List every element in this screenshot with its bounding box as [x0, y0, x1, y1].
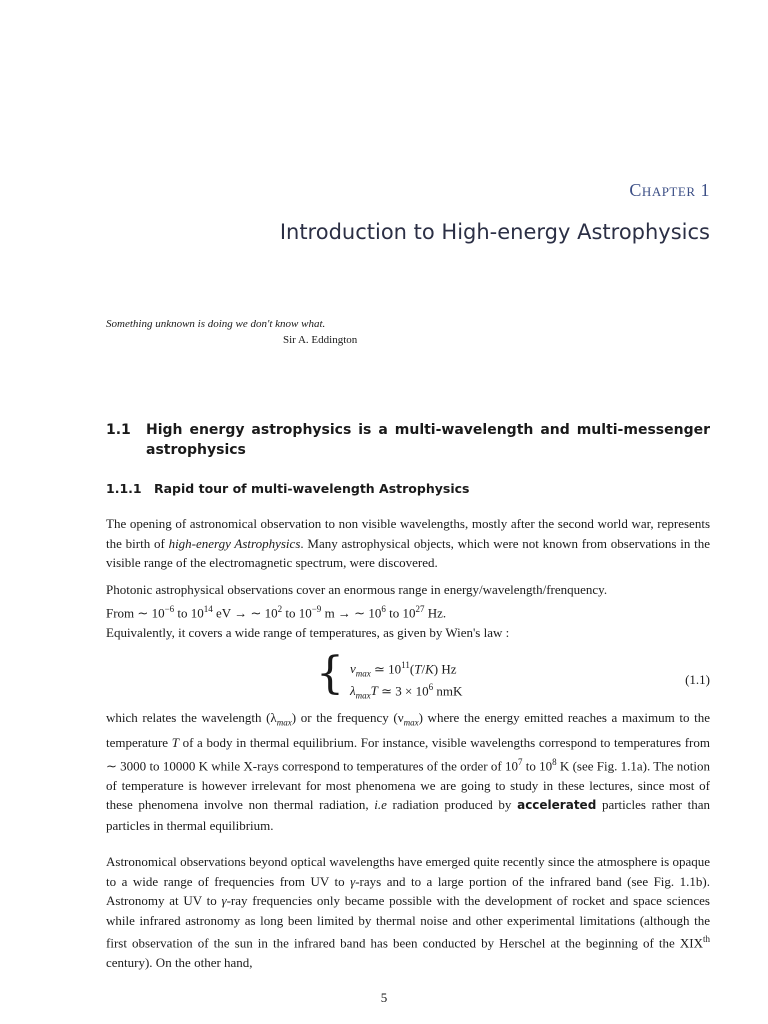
subsection-number: 1.1.1	[106, 481, 142, 496]
equation-line-2: $\lambda_{max}T$ ≃ $3 \times 10^6$ nmK	[350, 682, 463, 701]
emphasis: high-energy Astrophysics	[168, 535, 301, 551]
subsection-heading	[106, 481, 469, 496]
epigraph-author: Sir A. Eddington	[283, 334, 358, 346]
paragraph-3: which relates the wavelength $(\lambda_{max})$ or the frequency $(\nu_{max})$ where the energy emitted reaches a maximum to the temperature T of a body in thermal equilibrium. For instance, visible wavelengths correspond to temperatures from ∼ 3000 to 10000 K while X-rays correspond to temperatures of the order of $10^7$ to $10^8$ K (see Fig. 1.1a). The notion of temperature is however irrelevant for most phenomena we are going to study in these lectures, since most of these phenomena involve non thermal radiation, i.e radiation produced by accelerated particles rather than particles in thermal equilibrium.	[106, 710, 710, 833]
page-number: 5	[380, 990, 388, 1005]
section-number: 1.1	[106, 422, 131, 438]
epigraph-quote: Something unknown is doing we don't know what.	[106, 318, 326, 330]
equation-line-1: $\nu_{max}$ ≃ $10^{11}(T/K)$ Hz	[350, 660, 457, 679]
wien-law-equation: { $\nu_{max}$ ≃ $10^{11}(T/K)$ Hz $\lambda_{max}T$ ≃ $3 \times 10^6$ nmK (1.1)	[316, 648, 710, 701]
paragraph-1: The opening of astronomical observation to non visible wavelengths, mostly after the second world war, represents the birth of high-energy Astrophysics. Many astrophysical objects, which were not known from observations in the visible range of the electromagnetic spectrum, were discovered.	[106, 516, 711, 571]
paragraph-2: Photonic astrophysical observations cover an enormous range in energy/wavelength/frenquency. From ∼ $10^{-6}$ to $10^{14}$ eV → ∼ $10^2$ to $10^{-9}$ m → ∼ $10^6$ to $10^{27}$ Hz. Equivalently, it covers a wide range of temperatures, as given by Wien's law :	[106, 580, 710, 642]
subsection-title: Rapid tour of multi-wavelength Astrophysics	[154, 481, 470, 496]
section-heading	[106, 420, 710, 460]
chapter-title: Introduction to High-energy Astrophysics	[279, 220, 710, 244]
bold-term: accelerated	[517, 798, 597, 813]
equation-number: (1.1)	[685, 672, 710, 687]
section-title: High energy astrophysics is a multi-wavelength and multi-messenger astrophysics	[146, 422, 710, 458]
chapter-label: Chapter 1	[629, 180, 710, 200]
paragraph-4: Astronomical observations beyond optical wavelengths have emerged quite recently since the atmosphere is opaque to a wide range of frequencies from UV to γ-rays and to a large portion of the infrared band (see Fig. 1.1b). Astronomy at UV to γ-ray frequencies only became possible with the development of rocket and space sciences while infrared astronomy as long been limited by thermal noise and other experimental limitations (although the first observation of the sun in the infrared band has been conducted by Herschel at the beginning of the XIXth century). On the other hand,	[106, 854, 710, 971]
range-line: From ∼ $10^{-6}$ to $10^{14}$ eV → ∼ $10^2$ to $10^{-9}$ m → ∼ $10^6$ to $10^{27}$ Hz.	[106, 603, 447, 620]
